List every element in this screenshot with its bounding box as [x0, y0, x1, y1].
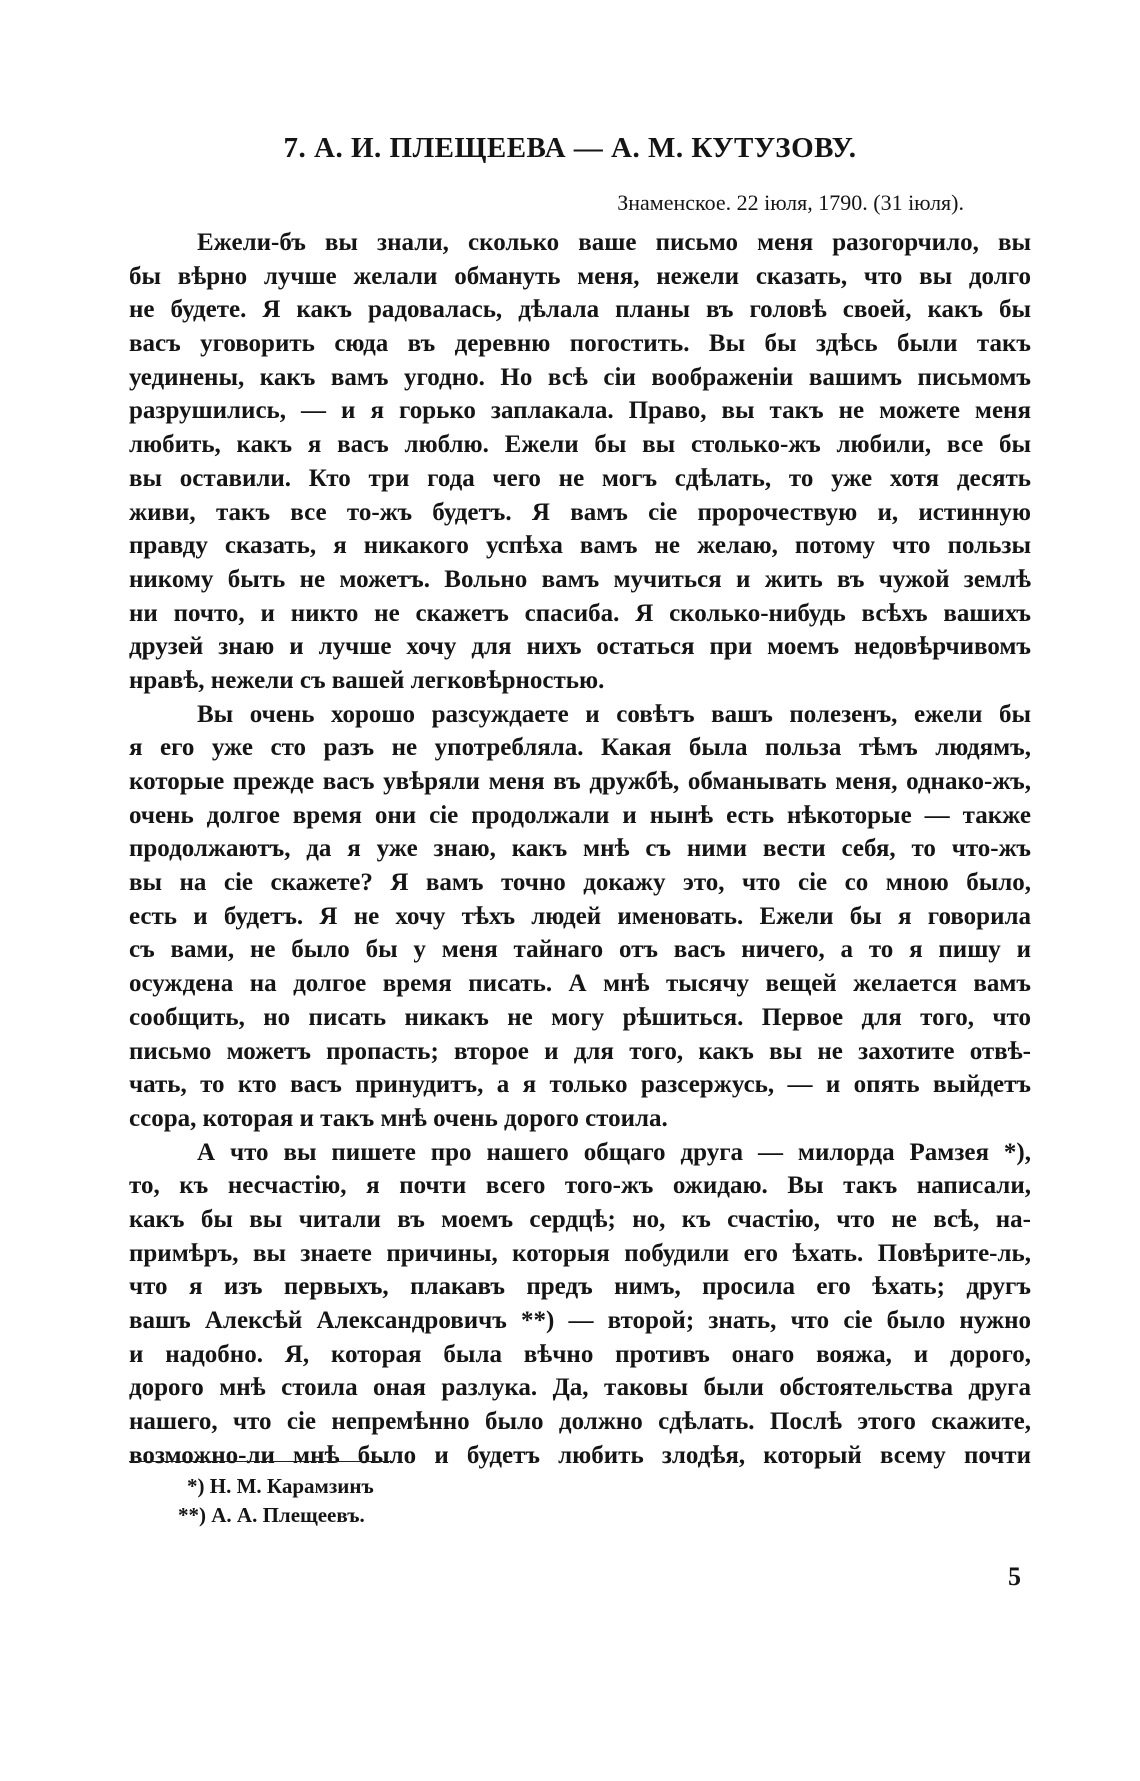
- letter-title: 7. А. И. ПЛЕЩЕЕВА — А. М. КУТУЗОВУ.: [283, 132, 857, 164]
- dateline: Знаменское. 22 іюля, 1790. (31 іюля).: [617, 190, 964, 215]
- text-line: и надобно. Я, которая была вѣчно противъ онаго вояжа, и дорого,: [129, 1340, 1031, 1368]
- text-line: что я изъ первыхъ, плакавъ предъ нимъ, просила его ѣхать; другъ: [129, 1273, 1031, 1301]
- text-line: продолжаютъ, да я уже знаю, какъ мнѣ съ ними вести себя, то что-жъ: [129, 835, 1031, 863]
- text-line: разрушились, — и я горько заплакала. Право, вы такъ не можете меня: [129, 397, 1031, 425]
- text-line: сообщить, но писать никакъ не могу рѣшиться. Первое для того, что: [129, 1003, 1031, 1031]
- text-line: которые прежде васъ увѣряли меня въ дружбѣ, обманывать меня, однако-жъ,: [129, 768, 1031, 795]
- letter-body: [129, 226, 1031, 1472]
- text-line: осуждена на долгое время писать. А мнѣ тысячу вещей желается вамъ: [129, 970, 1031, 998]
- text-line: то, къ несчастію, я почти всего того-жъ ожидаю. Вы такъ написали,: [129, 1172, 1031, 1200]
- footnote-2: **) А. А. Плещеевъ.: [178, 1503, 365, 1527]
- text-line: живи, такъ все то-жъ будетъ. Я вамъ сіе пророчествую и, истинную: [129, 498, 1031, 526]
- page-number: 5: [1008, 1562, 1021, 1591]
- text-line: любить, какъ я васъ люблю. Ежели бы вы столько-жъ любили, все бы: [129, 431, 1031, 459]
- text-line: Вы очень хорошо разсуждаете и совѣтъ вашъ полезенъ, ежели бы: [197, 700, 1031, 728]
- text-line: нравѣ, нежели съ вашей легковѣрностью.: [129, 666, 605, 694]
- text-line: вашъ Алексѣй Александровичъ **) — второй; знать, что сіе было нужно: [129, 1307, 1031, 1334]
- text-line: есть и будетъ. Я не хочу тѣхъ людей именовать. Ежели бы я говорила: [129, 902, 1031, 930]
- text-line: Ежели-бъ вы знали, сколько ваше письмо меня разогорчило, вы: [197, 229, 1031, 256]
- text-line: не будете. Я какъ радовалась, дѣлала планы въ головѣ своей, какъ бы: [129, 296, 1031, 324]
- footnote-rule: [129, 1461, 393, 1462]
- text-line: съ вами, не было бы у меня тайнаго отъ васъ ничего, а то я пишу и: [129, 936, 1031, 964]
- text-line: вы на сіе скажете? Я вамъ точно докажу это, что сіе со мною было,: [129, 869, 1031, 897]
- text-line: А что вы пишете про нашего общаго друга — милорда Рамзея *),: [197, 1138, 1031, 1166]
- text-line: бы вѣрно лучше желали обмануть меня, нежели сказать, что вы долго: [129, 262, 1031, 290]
- text-line: возможно-ли мнѣ было и будетъ любить злодѣя, который всему почти: [129, 1441, 1031, 1469]
- text-line: письмо можетъ пропасть; второе и для того, какъ вы не захотите отвѣ-: [129, 1037, 1031, 1065]
- text-line: ни почто, и никто не скажетъ спасиба. Я сколько-нибудь всѣхъ вашихъ: [129, 599, 1031, 627]
- text-line: уединены, какъ вамъ угодно. Но всѣ сіи воображеніи вашимъ письмомъ: [129, 363, 1031, 391]
- text-line: вы оставили. Кто три года чего не могъ сдѣлать, то уже хотя десять: [129, 464, 1031, 492]
- text-line: чать, то кто васъ принудитъ, а я только разсержусь, — и опять выйдетъ: [129, 1071, 1031, 1099]
- text-line: дорого мнѣ стоила оная разлука. Да, таковы были обстоятельства друга: [129, 1374, 1031, 1402]
- text-line: правду сказать, я никакого успѣха вамъ не желаю, потому что пользы: [129, 532, 1031, 560]
- text-line: нашего, что сіе непремѣнно было должно сдѣлать. Послѣ этого скажите,: [129, 1408, 1031, 1436]
- text-line: какъ бы вы читали въ моемъ сердцѣ; но, къ счастію, что не всѣ, на-: [129, 1205, 1031, 1233]
- footnote-1: *) Н. М. Карамзинъ: [187, 1474, 374, 1498]
- text-line: я его уже сто разъ не употребляла. Какая была польза тѣмъ людямъ,: [129, 734, 1031, 762]
- text-line: примѣръ, вы знаете причины, которыя побудили его ѣхать. Повѣрите-ль,: [129, 1239, 1031, 1267]
- text-line: васъ уговорить сюда въ деревню погостить. Вы бы здѣсь были такъ: [129, 330, 1031, 358]
- text-line: очень долгое время они сіе продолжали и нынѣ есть нѣкоторые — также: [129, 801, 1031, 829]
- text-line: ссора, которая и такъ мнѣ очень дорого стоила.: [129, 1104, 668, 1132]
- text-line: никому быть не можетъ. Вольно вамъ мучиться и жить въ чужой землѣ: [129, 565, 1031, 593]
- text-line: друзей знаю и лучше хочу для нихъ остаться при моемъ недовѣрчивомъ: [129, 633, 1031, 661]
